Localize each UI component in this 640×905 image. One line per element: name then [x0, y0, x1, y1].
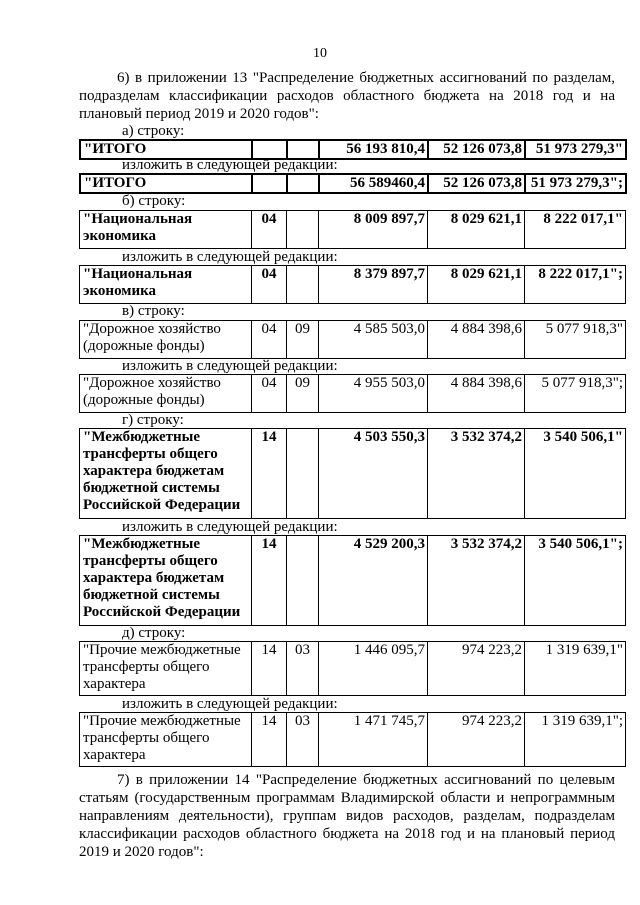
table-row-roads-old — [79, 320, 626, 359]
row-name: "ИТОГО — [80, 174, 252, 193]
row-2020: 1 319 639,1"; — [525, 713, 626, 767]
row-section: 14 — [252, 536, 287, 626]
row-2019: 974 223,2 — [428, 713, 525, 767]
label-d-new: изложить в следующей редакции: — [122, 696, 338, 712]
row-name: "Межбюджетные трансферты общего характера бюджетам бюджетной системы Российской Федерации — [80, 429, 252, 519]
row-2018: 4 503 550,3 — [319, 429, 428, 519]
row-subsection: 09 — [287, 375, 319, 413]
row-subsection: 03 — [287, 642, 319, 696]
row-subsection: 09 — [287, 321, 319, 359]
row-subsection — [287, 266, 319, 304]
row-2018: 8 009 897,7 — [319, 211, 428, 249]
row-2019: 8 029 621,1 — [428, 211, 525, 249]
label-g-new: изложить в следующей редакции: — [122, 519, 338, 535]
row-2018: 56 193 810,4 — [319, 140, 428, 159]
row-section — [252, 174, 287, 193]
row-2018: 8 379 897,7 — [319, 266, 428, 304]
row-section: 04 — [252, 375, 287, 413]
row-2020: 3 540 506,1"; — [525, 536, 626, 626]
label-a-new: изложить в следующей редакции: — [122, 157, 338, 173]
row-2018: 1 446 095,7 — [319, 642, 428, 696]
row-section: 14 — [252, 642, 287, 696]
row-2018: 4 585 503,0 — [319, 321, 428, 359]
table-row-transfers-new — [79, 535, 626, 626]
row-section: 04 — [252, 321, 287, 359]
outro-paragraph: 7) в приложении 14 "Распределение бюджетных ассигнований по целевым статьям (государственным программам Владимирской области и непрограммным направлениям деятельности), группам видов расходов, разделам, подразделам классификации расходов областного бюджета на 2018 год и на плановый период 2019 и 2020 годов": — [79, 772, 615, 860]
row-subsection — [287, 429, 319, 519]
row-name: "Национальная экономика — [80, 211, 252, 249]
row-subsection — [287, 536, 319, 626]
row-section: 14 — [252, 713, 287, 767]
row-name: "Межбюджетные трансферты общего характера бюджетам бюджетной системы Российской Федерации — [80, 536, 252, 626]
label-a: а) строку: — [122, 123, 185, 139]
row-subsection — [287, 174, 319, 193]
row-2020: 3 540 506,1" — [525, 429, 626, 519]
page-number: 10 — [313, 46, 327, 61]
row-2019: 4 884 398,6 — [428, 375, 525, 413]
row-2018: 4 529 200,3 — [319, 536, 428, 626]
row-2020: 5 077 918,3" — [525, 321, 626, 359]
row-2020: 51 973 279,3" — [525, 140, 626, 159]
row-2019: 974 223,2 — [428, 642, 525, 696]
row-2020: 51 973 279,3"; — [525, 174, 626, 193]
row-section: 04 — [252, 211, 287, 249]
row-2018: 56 589460,4 — [319, 174, 428, 193]
table-row-itogo-new — [79, 173, 627, 194]
row-2019: 3 532 374,2 — [428, 536, 525, 626]
label-d: д) строку: — [122, 625, 186, 641]
label-v-new: изложить в следующей редакции: — [122, 358, 338, 374]
table-row-national-economy-new — [79, 265, 626, 304]
row-2018: 4 955 503,0 — [319, 375, 428, 413]
row-2020: 1 319 639,1" — [525, 642, 626, 696]
row-name: "Дорожное хозяйство (дорожные фонды) — [80, 375, 252, 413]
row-2019: 52 126 073,8 — [428, 174, 525, 193]
intro-paragraph: 6) в приложении 13 "Распределение бюджетных ассигнований по разделам, подразделам классификации расходов областного бюджета на 2018 год и на плановый период 2019 и 2020 годов": — [79, 70, 615, 122]
label-v: в) строку: — [122, 303, 185, 319]
row-name: "ИТОГО — [80, 140, 252, 159]
row-2019: 8 029 621,1 — [428, 266, 525, 304]
row-2020: 5 077 918,3"; — [525, 375, 626, 413]
row-name: "Прочие межбюджетные трансферты общего характера — [80, 642, 252, 696]
row-name: "Дорожное хозяйство (дорожные фонды) — [80, 321, 252, 359]
row-2020: 8 222 017,1" — [525, 211, 626, 249]
label-b: б) строку: — [122, 193, 186, 209]
table-row-other-transfers-new — [79, 712, 626, 767]
table-row-national-economy-old — [79, 210, 626, 249]
row-2018: 1 471 745,7 — [319, 713, 428, 767]
row-section: 14 — [252, 429, 287, 519]
row-2020: 8 222 017,1"; — [525, 266, 626, 304]
table-row-roads-new — [79, 374, 626, 413]
row-subsection — [287, 211, 319, 249]
row-2019: 52 126 073,8 — [428, 140, 525, 159]
row-2019: 3 532 374,2 — [428, 429, 525, 519]
label-b-new: изложить в следующей редакции: — [122, 249, 338, 265]
row-section: 04 — [252, 266, 287, 304]
table-row-other-transfers-old — [79, 641, 626, 696]
row-name: "Прочие межбюджетные трансферты общего характера — [80, 713, 252, 767]
row-subsection: 03 — [287, 713, 319, 767]
row-2019: 4 884 398,6 — [428, 321, 525, 359]
label-g: г) строку: — [122, 412, 184, 428]
table-row-transfers-old — [79, 428, 626, 519]
row-name: "Национальная экономика — [80, 266, 252, 304]
